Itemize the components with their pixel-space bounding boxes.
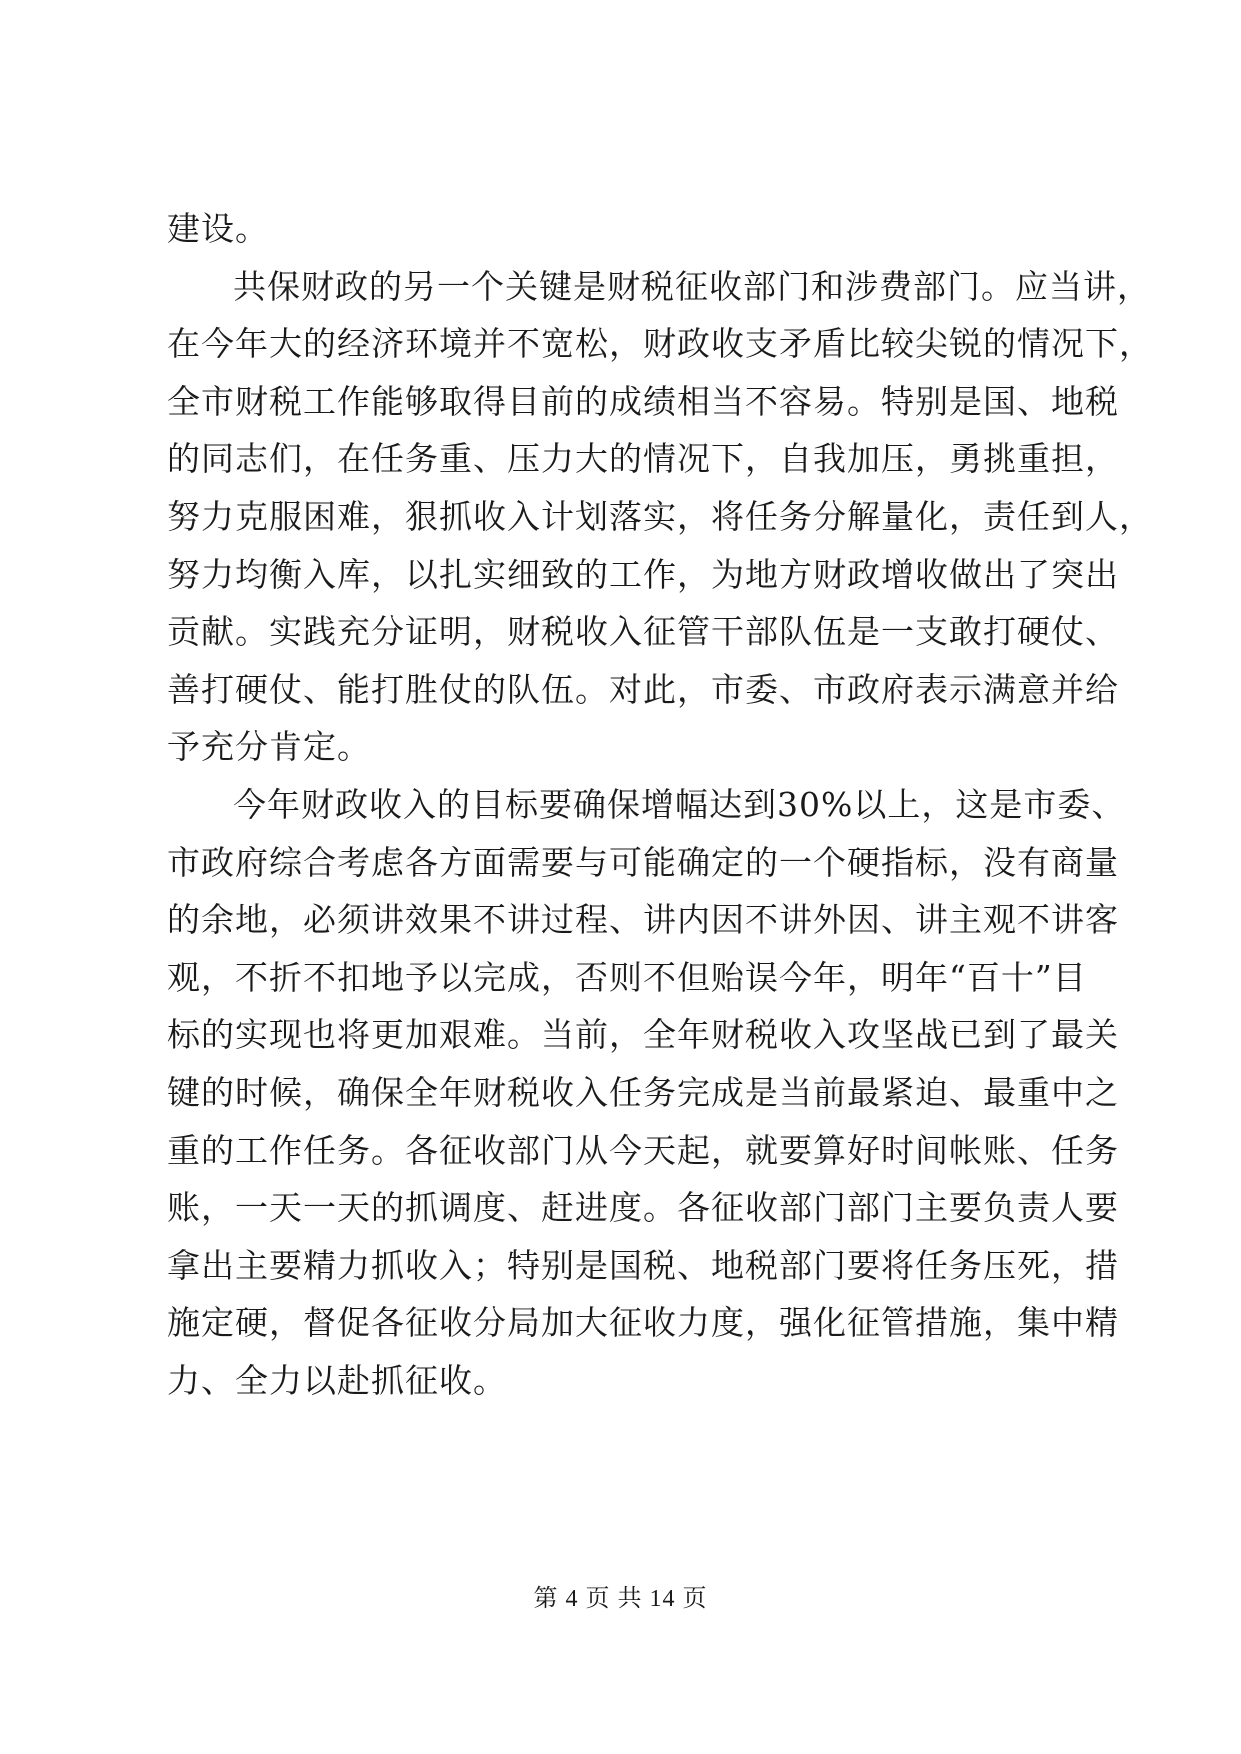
text-line: 市政府综合考虑各方面需要与可能确定的一个硬指标，没有商量 (167, 842, 1119, 882)
text-line: 全市财税工作能够取得目前的成绩相当不容易。特别是国、地税 (167, 381, 1119, 421)
text-line: 予充分肯定。 (167, 727, 371, 767)
text-line: 力、全力以赴抓征收。 (167, 1360, 507, 1400)
text-line: 键的时候，确保全年财税收入任务完成是当前最紧迫、最重中之 (167, 1072, 1119, 1112)
text-line: 努力克服困难，狠抓收入计划落实，将任务分解量化，责任到人， (167, 496, 1153, 536)
text-line: 的余地，必须讲效果不讲过程、讲内因不讲外因、讲主观不讲客 (167, 900, 1119, 940)
paragraph-start-line: 今年财政收入的目标要确保增幅达到30%以上，这是市委、 (233, 784, 1126, 824)
text-line: 标的实现也将更加艰难。当前，全年财税收入攻坚战已到了最关 (167, 1015, 1119, 1055)
paragraph-start-line: 共保财政的另一个关键是财税征收部门和涉费部门。应当讲， (233, 266, 1151, 306)
body-text (167, 200, 1153, 1409)
text-line: 观，不折不扣地予以完成，否则不但贻误今年，明年“百十”目 (167, 957, 1087, 997)
text-line: 的同志们，在任务重、压力大的情况下，自我加压，勇挑重担， (167, 439, 1119, 479)
text-line: 重的工作任务。各征收部门从今天起，就要算好时间帐账、任务 (167, 1130, 1119, 1170)
text-line: 贡献。实践充分证明，财税收入征管干部队伍是一支敢打硬仗、 (167, 612, 1119, 652)
text-line: 善打硬仗、能打胜仗的队伍。对此，市委、市政府表示满意并给 (167, 669, 1119, 709)
text-line: 拿出主要精力抓收入；特别是国税、地税部门要将任务压死，措 (167, 1245, 1119, 1285)
text-line: 在今年大的经济环境并不宽松，财政收支矛盾比较尖锐的情况下， (167, 324, 1153, 364)
text-line: 账，一天一天的抓调度、赶进度。各征收部门部门主要负责人要 (167, 1188, 1119, 1228)
text-line: 施定硬，督促各征收分局加大征收力度，强化征管措施，集中精 (167, 1303, 1119, 1343)
page-number-footer: 第 4 页 共 14 页 (533, 1586, 708, 1612)
text-line: 建设。 (167, 209, 269, 248)
text-line: 努力均衡入库，以扎实细致的工作，为地方财政增收做出了突出 (167, 554, 1119, 594)
